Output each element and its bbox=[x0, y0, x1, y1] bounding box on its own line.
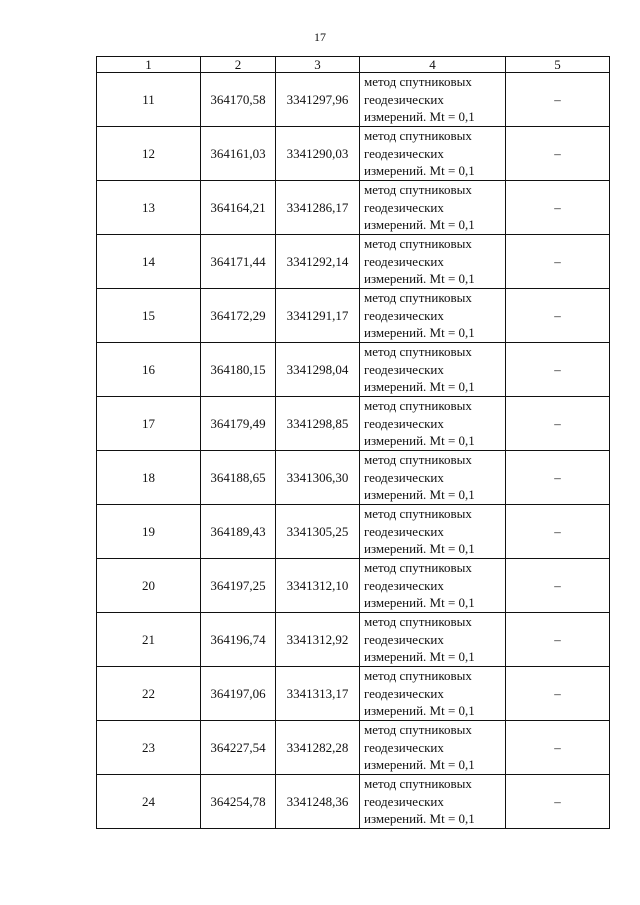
x-coordinate-cell: 364254,78 bbox=[201, 775, 276, 829]
note-cell: – bbox=[506, 397, 610, 451]
y-coordinate-cell: 3341292,14 bbox=[276, 235, 360, 289]
y-coordinate-cell: 3341306,30 bbox=[276, 451, 360, 505]
table-row bbox=[97, 289, 610, 343]
method-cell: метод спутниковых геодезических измерений. Mt = 0,1 bbox=[360, 721, 506, 775]
method-cell: метод спутниковых геодезических измерений. Mt = 0,1 bbox=[360, 73, 506, 127]
x-coordinate-cell: 364170,58 bbox=[201, 73, 276, 127]
table-row bbox=[97, 667, 610, 721]
y-coordinate-cell: 3341313,17 bbox=[276, 667, 360, 721]
method-cell: метод спутниковых геодезических измерений. Mt = 0,1 bbox=[360, 343, 506, 397]
y-coordinate-cell: 3341290,03 bbox=[276, 127, 360, 181]
table-body bbox=[97, 73, 610, 829]
method-cell: метод спутниковых геодезических измерений. Mt = 0,1 bbox=[360, 613, 506, 667]
point-number-cell: 12 bbox=[97, 127, 201, 181]
note-cell: – bbox=[506, 613, 610, 667]
method-cell: метод спутниковых геодезических измерений. Mt = 0,1 bbox=[360, 289, 506, 343]
point-number-cell: 19 bbox=[97, 505, 201, 559]
table-row bbox=[97, 505, 610, 559]
y-coordinate-cell: 3341305,25 bbox=[276, 505, 360, 559]
x-coordinate-cell: 364161,03 bbox=[201, 127, 276, 181]
y-coordinate-cell: 3341291,17 bbox=[276, 289, 360, 343]
x-coordinate-cell: 364197,06 bbox=[201, 667, 276, 721]
y-coordinate-cell: 3341248,36 bbox=[276, 775, 360, 829]
note-cell: – bbox=[506, 451, 610, 505]
note-cell: – bbox=[506, 289, 610, 343]
header-row bbox=[97, 57, 610, 73]
note-cell: – bbox=[506, 127, 610, 181]
x-coordinate-cell: 364227,54 bbox=[201, 721, 276, 775]
note-cell: – bbox=[506, 775, 610, 829]
note-cell: – bbox=[506, 721, 610, 775]
y-coordinate-cell: 3341286,17 bbox=[276, 181, 360, 235]
x-coordinate-cell: 364196,74 bbox=[201, 613, 276, 667]
table-row bbox=[97, 775, 610, 829]
x-coordinate-cell: 364188,65 bbox=[201, 451, 276, 505]
point-number-cell: 14 bbox=[97, 235, 201, 289]
table-row bbox=[97, 613, 610, 667]
point-number-cell: 13 bbox=[97, 181, 201, 235]
point-number-cell: 24 bbox=[97, 775, 201, 829]
header-col-3: 3 bbox=[276, 57, 360, 73]
table-row bbox=[97, 235, 610, 289]
method-cell: метод спутниковых геодезических измерений. Mt = 0,1 bbox=[360, 775, 506, 829]
x-coordinate-cell: 364172,29 bbox=[201, 289, 276, 343]
y-coordinate-cell: 3341312,92 bbox=[276, 613, 360, 667]
x-coordinate-cell: 364179,49 bbox=[201, 397, 276, 451]
table-row bbox=[97, 721, 610, 775]
x-coordinate-cell: 364180,15 bbox=[201, 343, 276, 397]
method-cell: метод спутниковых геодезических измерений. Mt = 0,1 bbox=[360, 397, 506, 451]
table-row bbox=[97, 451, 610, 505]
point-number-cell: 11 bbox=[97, 73, 201, 127]
method-cell: метод спутниковых геодезических измерений. Mt = 0,1 bbox=[360, 181, 506, 235]
x-coordinate-cell: 364197,25 bbox=[201, 559, 276, 613]
x-coordinate-cell: 364164,21 bbox=[201, 181, 276, 235]
coordinates-table bbox=[96, 56, 610, 829]
note-cell: – bbox=[506, 181, 610, 235]
point-number-cell: 16 bbox=[97, 343, 201, 397]
method-cell: метод спутниковых геодезических измерений. Mt = 0,1 bbox=[360, 667, 506, 721]
point-number-cell: 22 bbox=[97, 667, 201, 721]
point-number-cell: 15 bbox=[97, 289, 201, 343]
x-coordinate-cell: 364171,44 bbox=[201, 235, 276, 289]
note-cell: – bbox=[506, 667, 610, 721]
method-cell: метод спутниковых геодезических измерений. Mt = 0,1 bbox=[360, 505, 506, 559]
y-coordinate-cell: 3341298,04 bbox=[276, 343, 360, 397]
point-number-cell: 21 bbox=[97, 613, 201, 667]
table-row bbox=[97, 343, 610, 397]
point-number-cell: 23 bbox=[97, 721, 201, 775]
header-col-4: 4 bbox=[360, 57, 506, 73]
note-cell: – bbox=[506, 559, 610, 613]
x-coordinate-cell: 364189,43 bbox=[201, 505, 276, 559]
point-number-cell: 18 bbox=[97, 451, 201, 505]
header-col-2: 2 bbox=[201, 57, 276, 73]
header-col-1: 1 bbox=[97, 57, 201, 73]
table-header bbox=[97, 57, 610, 73]
table-row bbox=[97, 181, 610, 235]
method-cell: метод спутниковых геодезических измерений. Mt = 0,1 bbox=[360, 559, 506, 613]
note-cell: – bbox=[506, 235, 610, 289]
page-number: 17 bbox=[314, 30, 326, 44]
point-number-cell: 20 bbox=[97, 559, 201, 613]
method-cell: метод спутниковых геодезических измерений. Mt = 0,1 bbox=[360, 127, 506, 181]
header-col-5: 5 bbox=[506, 57, 610, 73]
note-cell: – bbox=[506, 343, 610, 397]
table-row bbox=[97, 73, 610, 127]
method-cell: метод спутниковых геодезических измерений. Mt = 0,1 bbox=[360, 235, 506, 289]
y-coordinate-cell: 3341312,10 bbox=[276, 559, 360, 613]
y-coordinate-cell: 3341282,28 bbox=[276, 721, 360, 775]
note-cell: – bbox=[506, 73, 610, 127]
note-cell: – bbox=[506, 505, 610, 559]
y-coordinate-cell: 3341297,96 bbox=[276, 73, 360, 127]
table-row bbox=[97, 127, 610, 181]
table-row bbox=[97, 397, 610, 451]
table-row bbox=[97, 559, 610, 613]
method-cell: метод спутниковых геодезических измерений. Mt = 0,1 bbox=[360, 451, 506, 505]
y-coordinate-cell: 3341298,85 bbox=[276, 397, 360, 451]
point-number-cell: 17 bbox=[97, 397, 201, 451]
